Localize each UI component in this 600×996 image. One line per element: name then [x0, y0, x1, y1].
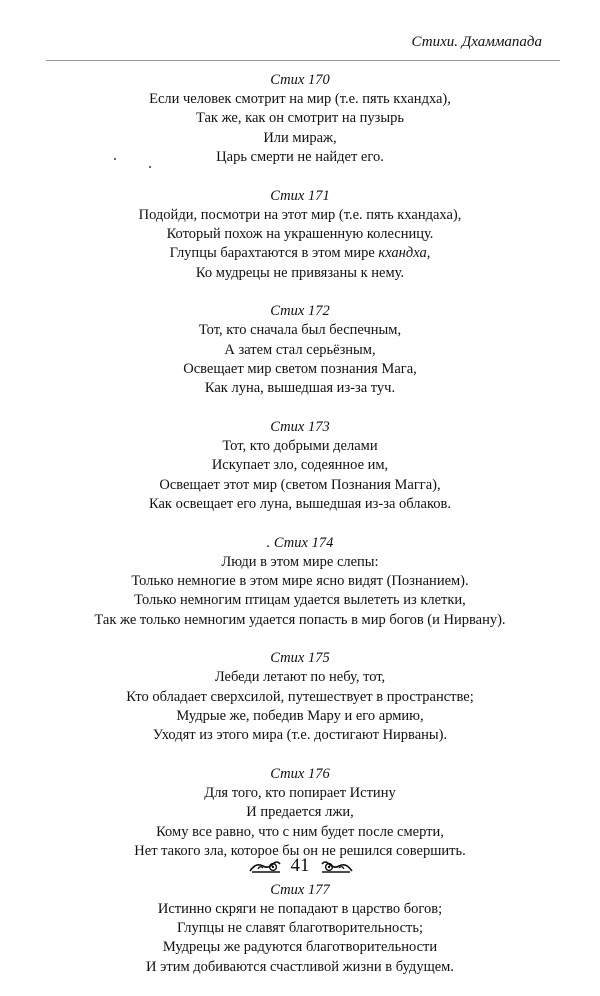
verse-171 [0, 186, 600, 283]
page-number: 41 [290, 855, 310, 876]
verse-176 [0, 764, 600, 861]
verse-170 [0, 70, 600, 167]
verse-line: Тот, кто сначала был беспечным, [198, 322, 402, 339]
verse-177 [0, 880, 600, 977]
verse-title: . Стих 174 [266, 534, 334, 551]
verse-line: Только немногие в этом мире ясно видят (Познанием). [131, 573, 469, 590]
verse-line: Кому все равно, что с ним будет после смерти, [156, 823, 444, 840]
verse-line: Царь смерти не найдет его. [216, 148, 384, 165]
header-rule [46, 60, 560, 61]
verse-line: И этим добиваются счастливой жизни в будущем. [146, 958, 454, 975]
verse-line: Ко мудрецы не привязаны к нему. [195, 264, 405, 281]
verse-line: И предается лжи, [246, 804, 354, 821]
verse-line: А затем стал серьёзным, [224, 341, 376, 358]
verse-line: Так же, как он смотрит на пузырь [196, 110, 404, 127]
verse-line: Только немногим птицам удается вылететь из клетки, [134, 592, 466, 609]
verse-line: Так же только немногим удается попасть в мир богов (и Нирвану). [94, 611, 506, 628]
verse-line: Лебеди летают по небу, тот, [214, 669, 386, 686]
verse-173 [0, 417, 600, 514]
verse-line: Мудрые же, победив Мару и его армию, [176, 708, 424, 725]
verse-title: Стих 177 [270, 881, 330, 898]
verse-line: Люди в этом мире слепы: [221, 553, 379, 570]
page-footer [0, 852, 600, 882]
verse-line: Тот, кто добрыми делами [222, 438, 378, 455]
emphasis-word: кхандха, [378, 245, 431, 262]
verse-line: Освещает мир светом познания Мага, [183, 360, 417, 377]
verse-title: Стих 175 [270, 650, 330, 667]
verse-line: Который похож на украшенную колесницу. [166, 225, 434, 242]
verse-line: Кто обладает сверхсилой, путешествует в пространстве; [126, 688, 474, 705]
verse-line: Нет такого зла, которое бы он не решился совершить. [134, 843, 466, 860]
verse-title: Стих 176 [270, 766, 330, 783]
floral-ornament-icon [320, 858, 354, 874]
verse-line: Искупает зло, содеянное им, [211, 457, 389, 474]
verse-title: Стих 170 [270, 72, 330, 88]
verse-line: Освещает этот мир (светом Познания Магга), [159, 476, 441, 493]
running-title: Стихи. Дхаммапада [411, 34, 542, 50]
verse-title: Стих 171 [270, 187, 330, 204]
verse-line-text: Глупцы барахтаются в этом мире [169, 245, 375, 262]
verse-line: Если человек смотрит на мир (т.е. пять кхандха), [149, 91, 451, 107]
verse-174 [0, 533, 600, 630]
verse-line: Глупцы не славят благотворительность; [177, 920, 423, 937]
verse-line: Или мираж, [263, 129, 337, 146]
verse-172 [0, 301, 600, 398]
verse-title: Стих 172 [270, 303, 330, 320]
verse-line [0, 244, 600, 263]
verse-title: Стих 173 [270, 419, 330, 436]
verse-line: Истинно скряги не попадают в царство богов; [157, 900, 443, 917]
verse-line: Как освещает его луна, вышедшая из-за облаков. [148, 495, 451, 512]
verse-line: Как луна, вышедшая из-за туч. [204, 380, 396, 397]
verse-line: Подойди, посмотри на этот мир (т.е. пять кхандаха), [138, 206, 462, 223]
verse-line: Мудрецы же радуются благотворительности [162, 939, 438, 956]
verse-line: Для того, кто попирает Истину [204, 785, 396, 802]
verse-line: Уходят из этого мира (т.е. достигают Нирваны). [152, 727, 448, 744]
verse-175 [0, 648, 600, 745]
